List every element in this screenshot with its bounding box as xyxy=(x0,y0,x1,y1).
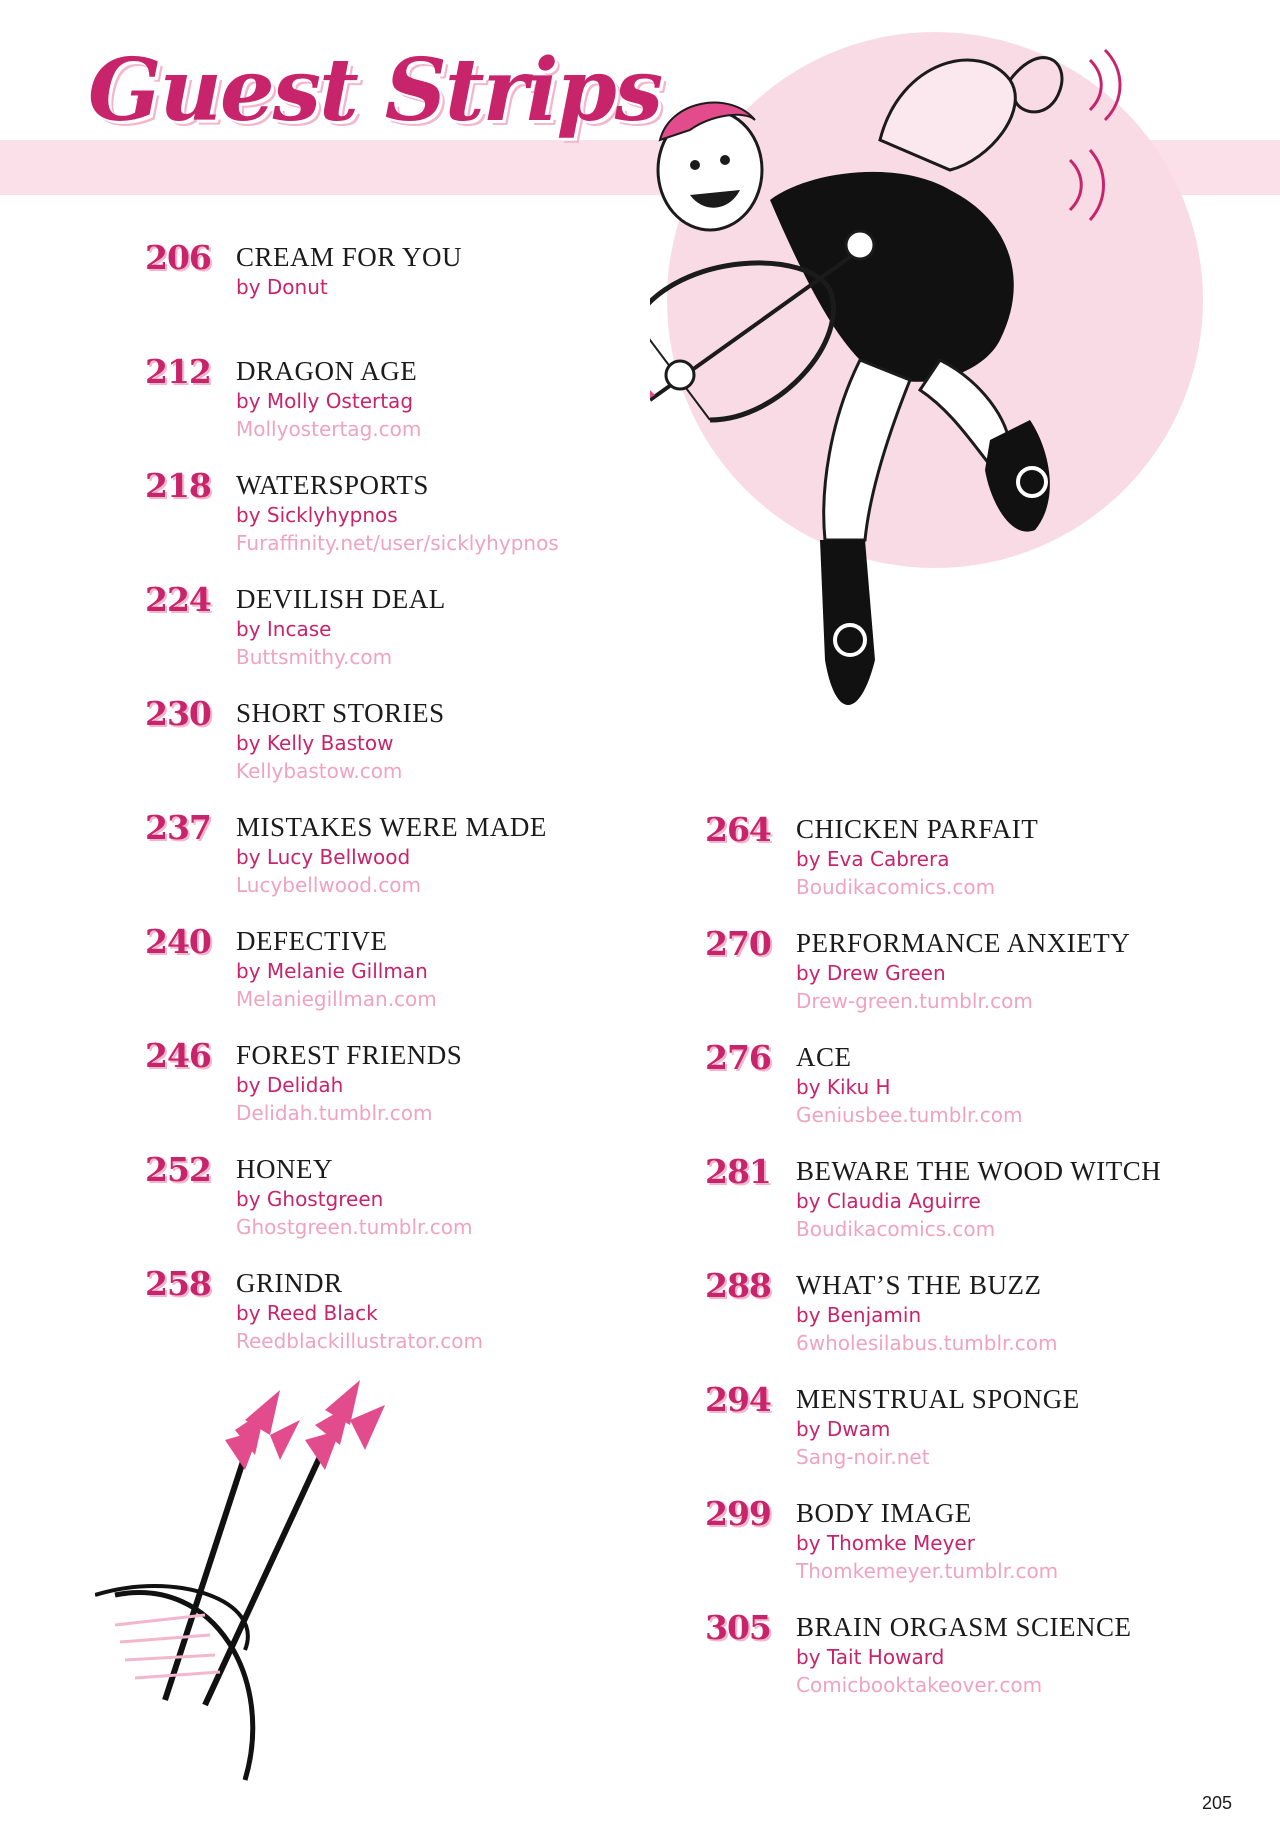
entry-author: by Lucy Bellwood xyxy=(236,845,411,869)
toc-entry[interactable] xyxy=(705,1152,1175,1266)
entry-author: by Ghostgreen xyxy=(236,1187,384,1211)
entry-url[interactable]: Sang-noir.net xyxy=(796,1445,930,1469)
entry-url[interactable]: Mollyostertag.com xyxy=(236,417,422,441)
entry-author: by Donut xyxy=(236,275,328,299)
entry-page-number: 218 xyxy=(145,466,211,505)
entry-page-number: 212 xyxy=(145,352,211,391)
toc-entry[interactable] xyxy=(145,238,615,352)
entry-author: by Drew Green xyxy=(796,961,946,985)
toc-left-column xyxy=(145,238,615,1378)
entry-page-number: 281 xyxy=(705,1152,771,1191)
entry-url[interactable]: Furaffinity.net/user/sicklyhypnos xyxy=(236,531,559,555)
entry-author: by Kelly Bastow xyxy=(236,731,394,755)
entry-title: DEFECTIVE xyxy=(236,926,388,956)
entry-title: BODY IMAGE xyxy=(796,1498,972,1528)
toc-entry[interactable] xyxy=(705,1494,1175,1608)
entry-author: by Claudia Aguirre xyxy=(796,1189,981,1213)
entry-page-number: 264 xyxy=(705,810,771,849)
toc-entry[interactable] xyxy=(705,924,1175,1038)
entry-title: SHORT STORIES xyxy=(236,698,445,728)
entry-url[interactable]: Comicbooktakeover.com xyxy=(796,1673,1043,1697)
entry-page-number: 276 xyxy=(705,1038,771,1077)
entry-page-number: 288 xyxy=(705,1266,771,1305)
toc-entry[interactable] xyxy=(705,810,1175,924)
toc-entry[interactable] xyxy=(145,808,615,922)
entry-page-number: 294 xyxy=(705,1380,771,1419)
entry-title: DRAGON AGE xyxy=(236,356,418,386)
entry-page-number: 270 xyxy=(705,924,771,963)
toc-entry[interactable] xyxy=(145,694,615,808)
entry-author: by Dwam xyxy=(796,1417,891,1441)
entry-title: WHAT’S THE BUZZ xyxy=(796,1270,1042,1300)
entry-page-number: 305 xyxy=(705,1608,771,1647)
entry-url[interactable]: Melaniegillman.com xyxy=(236,987,437,1011)
entry-author: by Molly Ostertag xyxy=(236,389,414,413)
entry-title: FOREST FRIENDS xyxy=(236,1040,463,1070)
cupid-illustration xyxy=(650,20,1210,740)
toc-entry[interactable] xyxy=(145,922,615,1036)
entry-title: ACE xyxy=(796,1042,852,1072)
entry-url[interactable]: Buttsmithy.com xyxy=(236,645,393,669)
entry-url[interactable]: Kellybastow.com xyxy=(236,759,403,783)
entry-title: MENSTRUAL SPONGE xyxy=(796,1384,1080,1414)
toc-entry[interactable] xyxy=(705,1038,1175,1152)
entry-title: MISTAKES WERE MADE xyxy=(236,812,547,842)
entry-title: HONEY xyxy=(236,1154,333,1184)
entry-title: CHICKEN PARFAIT xyxy=(796,814,1039,844)
entry-page-number: 240 xyxy=(145,922,211,961)
entry-url[interactable]: Boudikacomics.com xyxy=(796,875,996,899)
entry-title: PERFORMANCE ANXIETY xyxy=(796,928,1131,958)
toc-entry[interactable] xyxy=(705,1380,1175,1494)
entry-page-number: 224 xyxy=(145,580,211,619)
toc-entry[interactable] xyxy=(145,1036,615,1150)
entry-page-number: 206 xyxy=(145,238,211,277)
toc-entry[interactable] xyxy=(145,1150,615,1264)
entry-page-number: 252 xyxy=(145,1150,211,1189)
entry-author: by Tait Howard xyxy=(796,1645,945,1669)
entry-title: BEWARE THE WOOD WITCH xyxy=(796,1156,1162,1186)
entry-author: by Thomke Meyer xyxy=(796,1531,975,1555)
entry-author: by Sicklyhypnos xyxy=(236,503,398,527)
arrows-illustration xyxy=(95,1380,435,1800)
entry-author: by Melanie Gillman xyxy=(236,959,428,983)
entry-title: GRINDR xyxy=(236,1268,343,1298)
entry-url[interactable]: Reedblackillustrator.com xyxy=(236,1329,484,1353)
toc-right-column xyxy=(705,810,1175,1722)
entry-title: DEVILISH DEAL xyxy=(236,584,446,614)
entry-url[interactable]: Geniusbee.tumblr.com xyxy=(796,1103,1023,1127)
page-title: Guest Strips xyxy=(88,40,662,141)
entry-title: CREAM FOR YOU xyxy=(236,242,463,272)
entry-page-number: 246 xyxy=(145,1036,211,1075)
entry-author: by Eva Cabrera xyxy=(796,847,950,871)
toc-entry[interactable] xyxy=(145,466,615,580)
entry-url[interactable]: Delidah.tumblr.com xyxy=(236,1101,433,1125)
entry-page-number: 299 xyxy=(705,1494,771,1533)
entry-page-number: 230 xyxy=(145,694,211,733)
toc-entry[interactable] xyxy=(145,580,615,694)
entry-author: by Benjamin xyxy=(796,1303,922,1327)
entry-url[interactable]: Drew-green.tumblr.com xyxy=(796,989,1033,1013)
entry-url[interactable]: 6wholesilabus.tumblr.com xyxy=(796,1331,1058,1355)
toc-entry[interactable] xyxy=(705,1266,1175,1380)
entry-author: by Kiku H xyxy=(796,1075,891,1099)
entry-url[interactable]: Boudikacomics.com xyxy=(796,1217,996,1241)
toc-entry[interactable] xyxy=(145,1264,615,1378)
entry-page-number: 258 xyxy=(145,1264,211,1303)
entry-author: by Reed Black xyxy=(236,1301,378,1325)
entry-author: by Delidah xyxy=(236,1073,344,1097)
entry-url[interactable]: Lucybellwood.com xyxy=(236,873,422,897)
toc-entry[interactable] xyxy=(145,352,615,466)
page-number: 205 xyxy=(1202,1793,1233,1813)
entry-author: by Incase xyxy=(236,617,332,641)
entry-title: BRAIN ORGASM SCIENCE xyxy=(796,1612,1132,1642)
entry-title: WATERSPORTS xyxy=(236,470,429,500)
entry-page-number: 237 xyxy=(145,808,211,847)
entry-url[interactable]: Ghostgreen.tumblr.com xyxy=(236,1215,473,1239)
entry-url[interactable]: Thomkemeyer.tumblr.com xyxy=(796,1559,1059,1583)
toc-entry[interactable] xyxy=(705,1608,1175,1722)
